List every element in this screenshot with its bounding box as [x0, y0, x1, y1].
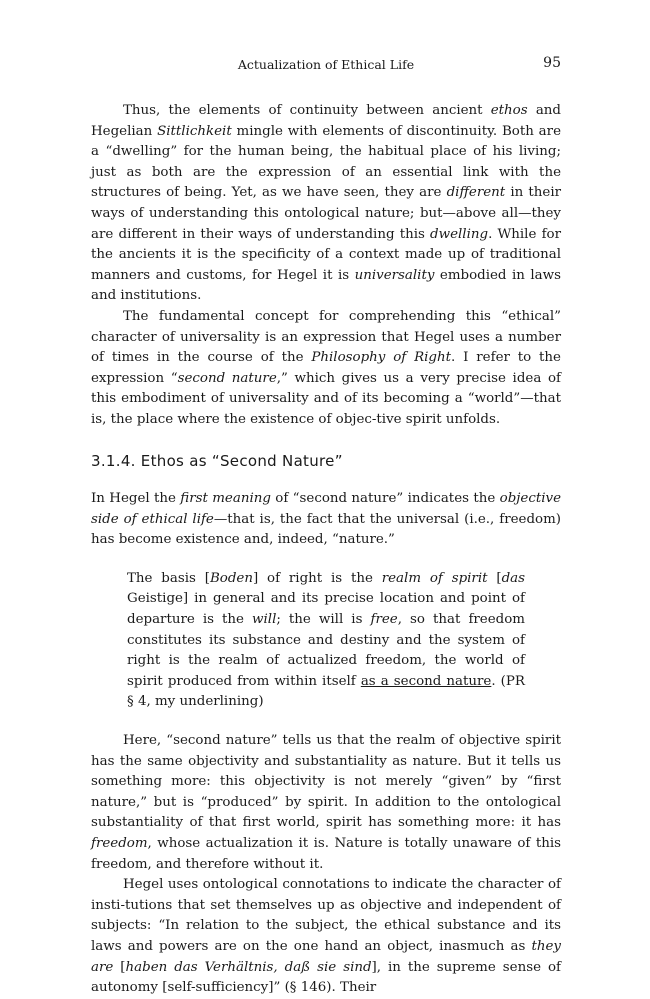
- paragraphs-p1-run: and Hegelian: [91, 103, 562, 139]
- paragraphs-quote-run: as a second nature: [360, 673, 492, 689]
- paragraph-5: [91, 875, 561, 999]
- paragraphs-p1-run: Sittlichkeit: [157, 123, 232, 139]
- paragraphs-quote-run: will: [252, 612, 277, 628]
- paragraphs-p5-run: they are: [91, 938, 561, 975]
- paragraphs-p5-run: Hegel uses ontological connotations to indicate the character of insti-tutions that set themselves up as objective and independent of subjects: “In relation to the subject, the ethical substance and its laws and powers are on the one hand an object, inasmuch as: [91, 877, 561, 954]
- paragraph-2: [91, 307, 561, 431]
- block-quote-text: [127, 569, 525, 713]
- paragraph-3: [91, 489, 561, 551]
- paragraphs-p1-run: ethos: [490, 103, 528, 118]
- paragraphs-quote-run: realm of spirit: [381, 570, 488, 586]
- paragraph-4: [91, 731, 561, 875]
- paragraphs-p2-run: The fundamental concept for comprehending this “ethical” character of universality is an expression that Hegel uses a number of times in the course of the: [91, 308, 561, 366]
- running-title: Actualization of Ethical Life: [237, 57, 415, 72]
- body-text: [91, 101, 561, 999]
- paragraphs-quote-run: das: [501, 570, 525, 586]
- paragraphs-quote-run: free: [370, 612, 398, 628]
- paragraphs-p1-run: universality: [354, 267, 435, 283]
- paragraphs-quote-run: . (PR § 4, my underlining): [127, 673, 525, 710]
- paragraphs-p2-run: ,” which gives us a very precise idea of this embodiment of universality and of its becoming a “world”—that is, the place where the existence of objec-tive spirit unfolds.: [91, 370, 561, 427]
- paragraphs-p5-run: ], in the supreme sense of autonomy [self-sufficiency]” (§ 146). Their: [91, 959, 561, 996]
- paragraphs-p5-run: [: [113, 959, 126, 975]
- paragraphs-p1-run: . While for the ancients it is the specificity of a context made up of traditional manners and customs, for Hegel it is: [91, 226, 561, 283]
- paragraphs-p1-run: different: [446, 185, 506, 201]
- paragraphs-p1-run: Thus, the elements of continuity between ancient: [123, 103, 491, 118]
- paragraphs-p3-run: —that is, the fact that the universal (i.e., freedom) has become existence and, indeed, “nature.”: [91, 511, 561, 548]
- paragraphs-p3-run: objective side of ethical life: [91, 491, 562, 527]
- paragraphs-quote-run: The basis [: [127, 570, 210, 586]
- running-head: [91, 55, 561, 75]
- paragraphs-quote-run: Geistige] in general and its precise location and point of departure is the: [127, 591, 525, 628]
- paragraphs-p5-run: haben das Verhältnis, daß sie sind: [125, 959, 372, 975]
- paragraphs-p2-run: . I refer to the expression “: [91, 350, 561, 386]
- book-page: [91, 55, 561, 999]
- paragraphs-quote-run: [: [487, 570, 502, 586]
- page-number: 95: [543, 55, 561, 71]
- paragraphs-quote-run: ] of right is the: [252, 570, 382, 586]
- section-heading: 3.1.4. Ethos as “Second Nature”: [91, 451, 343, 470]
- paragraphs-p3-run: first meaning: [180, 491, 271, 507]
- paragraphs-quote-run: , so that freedom constitutes its substance and destiny and the system of right is the realm of actualized freedom, the world of spirit produced from within itself: [127, 612, 525, 689]
- paragraphs-p1-run: dwelling: [430, 226, 489, 242]
- paragraphs-p4-run: Here, “second nature” tells us that the realm of objective spirit has the same objectivity and substantiality as nature. But it tells us something more: this objectivity is not merely “given” by “first nature,” but is “produced” by spirit. In addition to the ontological substantiality of that first world, spirit has something more: it has: [91, 733, 561, 831]
- paragraphs-p2-run: second nature: [177, 370, 277, 386]
- paragraphs-p4-run: , whose actualization it is. Nature is totally unaware of this freedom, and therefore without it.: [91, 836, 561, 872]
- paragraphs-p1-run: embodied in laws and institutions.: [91, 267, 561, 304]
- paragraphs-p1-run: mingle with elements of discontinuity. Both are a “dwelling” for the human being, the habitual place of his living; just as both are the expression of an essential link with the structures of being. Yet, as we have seen, they are: [91, 123, 561, 201]
- block-quote: [127, 569, 525, 713]
- paragraphs-p1-run: in their ways of understanding this ontological nature; but—above all—they are different in their ways of understanding this: [91, 185, 561, 242]
- paragraph-1: [91, 101, 561, 307]
- paragraphs-p3-run: In Hegel the: [91, 491, 181, 507]
- paragraphs-p3-run: of “second nature” indicates the: [270, 491, 500, 507]
- paragraphs-p2-run: Philosophy of Right: [311, 350, 452, 366]
- paragraphs-p4-run: freedom: [91, 836, 148, 851]
- paragraphs-quote-run: Boden: [209, 570, 253, 586]
- paragraphs-quote-run: ; the will is: [276, 612, 371, 628]
